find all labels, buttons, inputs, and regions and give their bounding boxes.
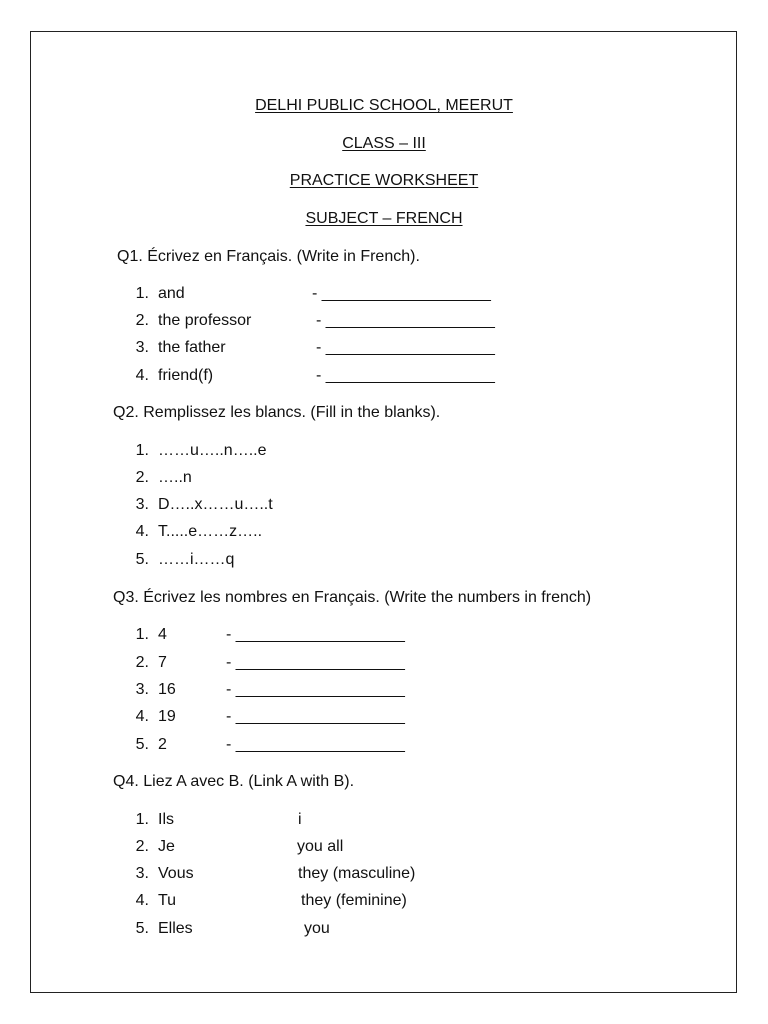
q1-word: the father — [158, 339, 226, 356]
q2-blank-word: ……i……q — [158, 551, 235, 568]
q4-column-b: you all — [297, 838, 344, 855]
q3-blank: - ___________________ — [226, 708, 405, 725]
q3-blank: - ___________________ — [226, 681, 405, 698]
item-number: 2. — [135, 469, 149, 486]
q4-column-b: they (masculine) — [298, 865, 416, 882]
q3-number: 16 — [158, 681, 176, 698]
item-number: 3. — [135, 681, 149, 698]
q3-number: 7 — [158, 654, 167, 671]
q2-blank-word: D…..x……u…..t — [158, 496, 273, 513]
item-number: 1. — [135, 442, 149, 459]
class-label-text: CLASS – III — [342, 135, 426, 152]
item-number: 4. — [135, 523, 149, 540]
item-number: 2. — [135, 838, 149, 855]
item-number: 3. — [135, 496, 149, 513]
worksheet-title-text: PRACTICE WORKSHEET — [289, 172, 479, 189]
q4-column-a: Tu — [158, 892, 177, 909]
item-number: 4. — [135, 892, 149, 909]
q1-word: and — [158, 285, 185, 302]
q3-title: Q3. Écrivez les nombres en Français. (Write the numbers in french) — [113, 589, 592, 606]
q1-title: Q1. Écrivez en Français. (Write in French). — [117, 248, 420, 265]
q1-blank: - ___________________ — [316, 367, 495, 384]
q1-blank: - ___________________ — [312, 285, 491, 302]
q3-blank: - ___________________ — [226, 736, 405, 753]
q1-blank: - ___________________ — [316, 339, 495, 356]
q2-title: Q2. Remplissez les blancs. (Fill in the blanks). — [113, 404, 441, 421]
q1-word: friend(f) — [158, 367, 214, 384]
q2-blank-word: T.....e……z….. — [158, 523, 263, 540]
q4-column-b: i — [298, 811, 302, 828]
q4-column-a: Ils — [158, 811, 174, 828]
q4-column-a: Je — [158, 838, 175, 855]
item-number: 4. — [135, 708, 149, 725]
item-number: 3. — [135, 339, 149, 356]
item-number: 4. — [135, 367, 149, 384]
q4-title: Q4. Liez A avec B. (Link A with B). — [113, 773, 355, 790]
q4-column-a: Vous — [158, 865, 194, 882]
q4-column-a: Elles — [158, 920, 193, 937]
item-number: 1. — [135, 811, 149, 828]
q1-blank: - ___________________ — [316, 312, 495, 329]
class-label — [0, 134, 768, 154]
school-name — [0, 96, 768, 116]
worksheet-title — [0, 171, 768, 191]
subject-label-text: SUBJECT – FRENCH — [305, 210, 463, 227]
q3-number: 2 — [158, 736, 167, 753]
item-number: 5. — [135, 920, 149, 937]
subject-label — [0, 209, 768, 229]
item-number: 5. — [135, 736, 149, 753]
item-number: 2. — [135, 312, 149, 329]
q4-column-b: you — [304, 920, 330, 937]
item-number: 3. — [135, 865, 149, 882]
item-number: 2. — [135, 654, 149, 671]
q3-number: 4 — [158, 626, 167, 643]
q2-blank-word: …..n — [158, 469, 192, 486]
q4-column-b: they (feminine) — [301, 892, 407, 909]
q3-number: 19 — [158, 708, 176, 725]
item-number: 1. — [135, 626, 149, 643]
q2-blank-word: ……u…..n…..e — [158, 442, 267, 459]
q3-blank: - ___________________ — [226, 654, 405, 671]
q1-word: the professor — [158, 312, 252, 329]
item-number: 5. — [135, 551, 149, 568]
school-name-text: DELHI PUBLIC SCHOOL, MEERUT — [255, 97, 513, 114]
item-number: 1. — [135, 285, 149, 302]
q3-blank: - ___________________ — [226, 626, 405, 643]
